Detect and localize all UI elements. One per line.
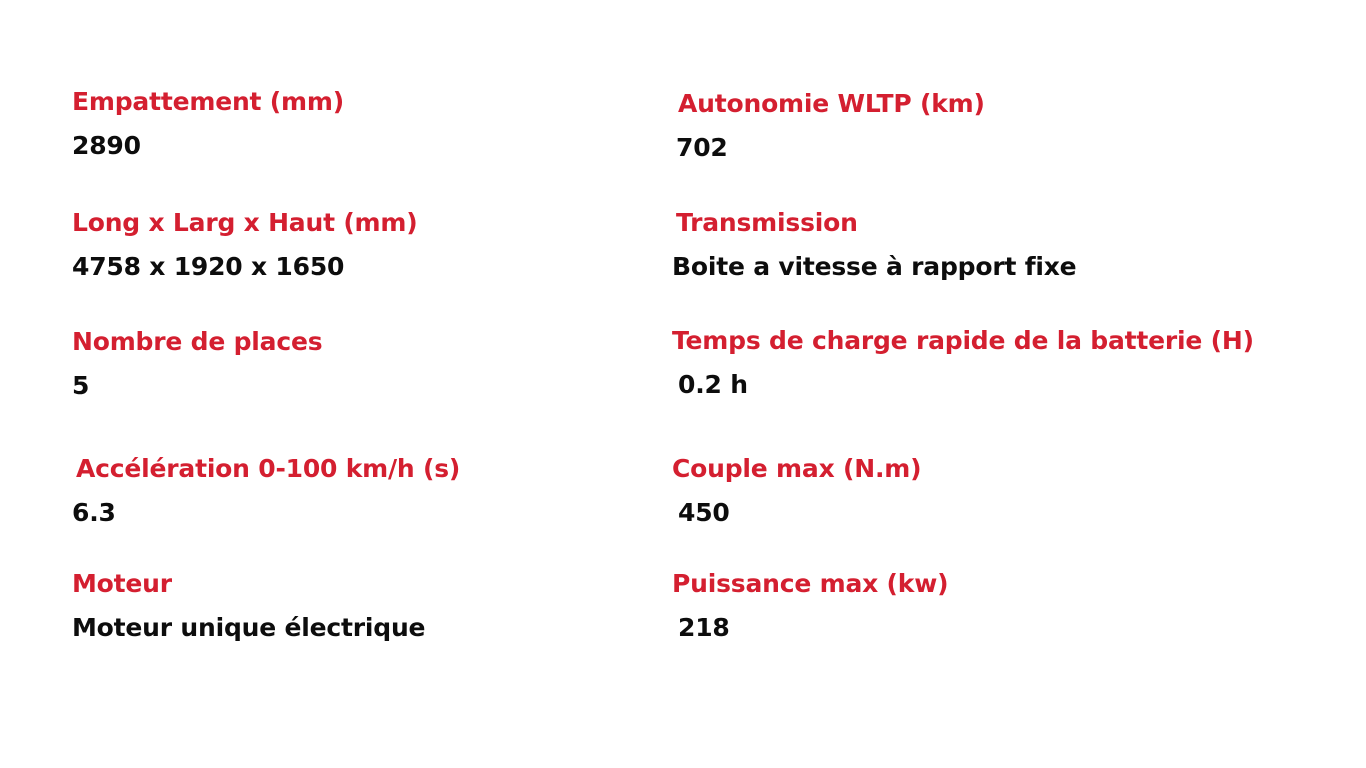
spec-value-places: 5 — [72, 370, 90, 400]
spec-label-acceleration: Accélération 0-100 km/h (s) — [76, 454, 461, 483]
spec-value-dimensions: 4758 x 1920 x 1650 — [72, 251, 345, 281]
spec-pair-autonomie — [672, 90, 985, 161]
spec-label-autonomie: Autonomie WLTP (km) — [678, 89, 985, 118]
spec-label-places: Nombre de places — [72, 327, 323, 356]
spec-pair-transmission — [672, 209, 1076, 280]
spec-pair-acceleration — [72, 455, 460, 526]
spec-value-charge-rapide: 0.2 h — [678, 369, 748, 399]
spec-label-puissance-max: Puissance max (kw) — [672, 569, 949, 598]
spec-label-charge-rapide: Temps de charge rapide de la batterie (H) — [672, 326, 1254, 355]
spec-pair-places — [72, 328, 322, 399]
spec-label-dimensions: Long x Larg x Haut (mm) — [72, 208, 418, 237]
spec-pair-charge-rapide — [672, 327, 1254, 398]
spec-value-acceleration: 6.3 — [72, 497, 116, 527]
spec-label-empattement: Empattement (mm) — [72, 87, 344, 116]
spec-value-autonomie: 702 — [676, 132, 728, 162]
spec-label-moteur: Moteur — [72, 569, 172, 598]
spec-label-couple-max: Couple max (N.m) — [672, 454, 922, 483]
spec-pair-empattement — [72, 88, 344, 159]
spec-value-transmission: Boite a vitesse à rapport fixe — [672, 251, 1077, 281]
spec-pair-puissance-max — [672, 570, 948, 641]
spec-pair-moteur — [72, 570, 425, 641]
spec-value-moteur: Moteur unique électrique — [72, 612, 426, 642]
spec-pair-dimensions — [72, 209, 418, 280]
spec-value-puissance-max: 218 — [678, 612, 730, 642]
spec-label-transmission: Transmission — [676, 208, 858, 237]
spec-value-empattement: 2890 — [72, 130, 141, 160]
spec-pair-couple-max — [672, 455, 921, 526]
spec-value-couple-max: 450 — [678, 497, 730, 527]
